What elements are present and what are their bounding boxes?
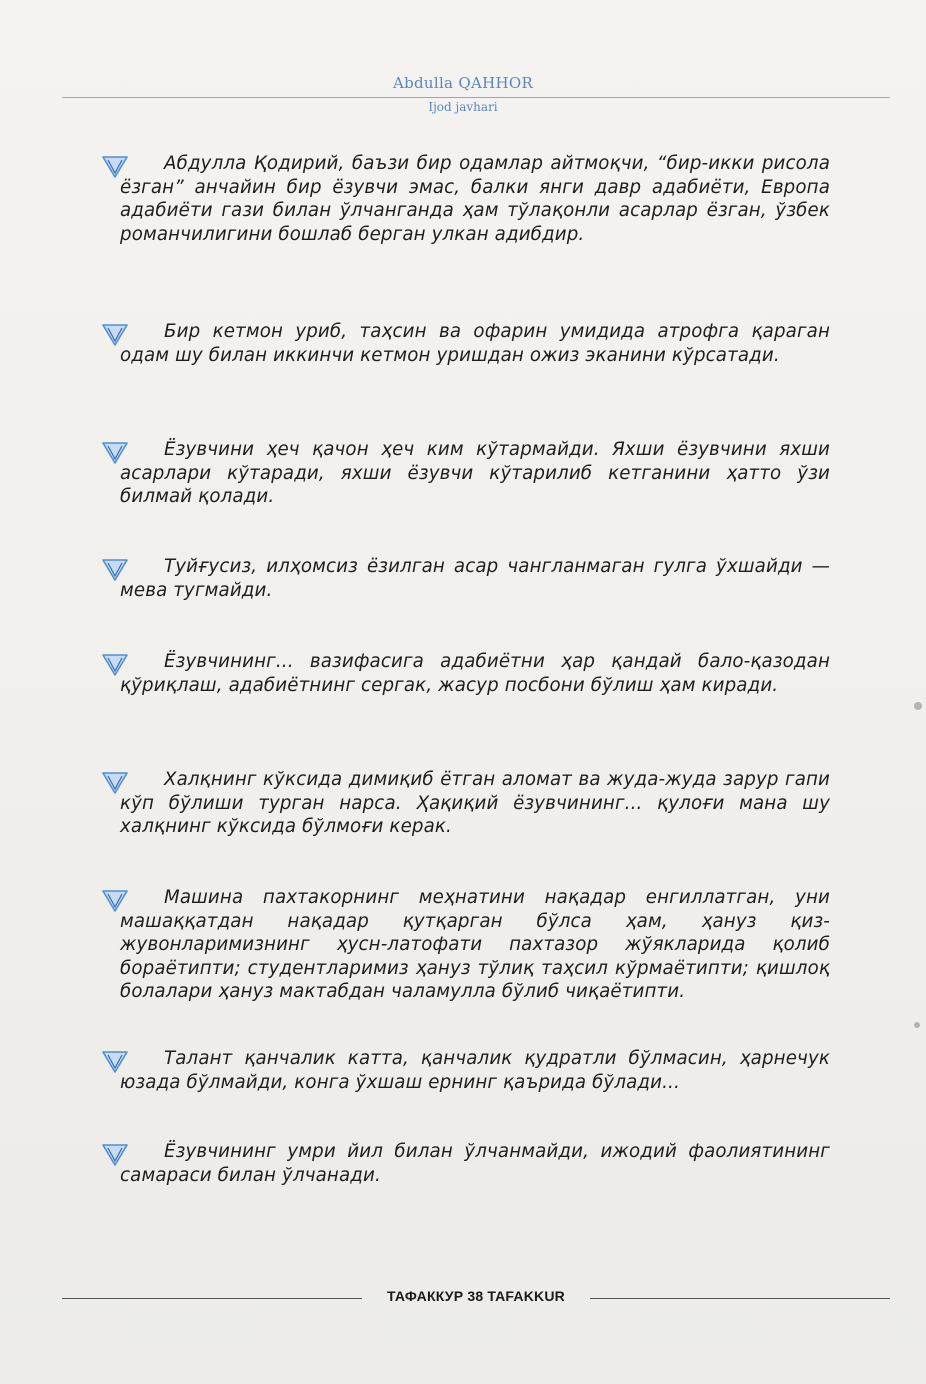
quote-text: Талант қанчалик катта, қанчалик қудратли бўлмасин, ҳарнечук юзада бўлмайди, конга ўхшаш ернинг қаърида бўлади... — [120, 1048, 830, 1093]
triangle-check-icon — [102, 1049, 128, 1073]
header-rule — [62, 97, 890, 98]
triangle-check-icon — [102, 1142, 128, 1166]
quote-text: Ёзувчининг... вазифасига адабиётни ҳар қандай бало-қазодан қўриқлаш, адабиётнинг сергак, жасур посбони бўлиш ҳам киради. — [120, 651, 830, 696]
triangle-check-icon — [102, 557, 128, 581]
quote-text: Халқнинг кўксида димиқиб ётган аломат ва жуда-жуда зарур гапи кўп бўлиши турган нарса. Ҳақиқий ёзувчининг... қулоғи мана шу халқнинг кўксида бўлмоғи керак. — [120, 769, 830, 837]
header-subtitle: Ijod javhari — [428, 100, 498, 114]
quote-text: Абдулла Қодирий, баъзи бир одамлар айтмоқчи, “бир-икки рисола ёзган” анчайин бир ёзувчи эмас, балки янги давр адабиёти, Европа адабиёти гази билан ўлчанганда ҳам тўлақонли асарлар ёзган, ўзбек романчилигини бошлаб берган улкан адибдир. — [120, 153, 830, 245]
footer-page-label: ТАФАККУР 38 TAFAKKUR — [387, 1288, 565, 1304]
paper-blemish — [914, 1022, 920, 1028]
triangle-check-icon — [102, 440, 128, 464]
triangle-check-icon — [102, 888, 128, 912]
quote-item — [120, 886, 830, 1004]
triangle-check-icon — [102, 154, 128, 178]
quote-text: Бир кетмон уриб, таҳсин ва офарин умидида атрофга қараган одам шу билан иккинчи кетмон уришдан ожиз эканини кўрсатади. — [120, 321, 830, 366]
paper-blemish — [914, 702, 922, 710]
quote-text: Ёзувчининг умри йил билан ўлчанмайди, ижодий фаолиятининг самараси билан ўлчанади. — [120, 1141, 830, 1186]
footer-rule-left — [62, 1298, 362, 1299]
header-author: Abdulla QAHHOR — [392, 74, 534, 92]
triangle-check-icon — [102, 322, 128, 346]
quote-item — [120, 1140, 830, 1187]
quote-text: Ёзувчини ҳеч қачон ҳеч ким кўтармайди. Яхши ёзувчини яхши асарлари кўтаради, яхши ёзувчи кўтарилиб кетганини ҳатто ўзи билмай қолади. — [120, 439, 830, 507]
quote-text: Туйғусиз, илҳомсиз ёзилган асар чангланмаган гулга ўхшайди — мева тугмайди. — [120, 556, 830, 601]
quote-item — [120, 320, 830, 367]
quote-item — [120, 152, 830, 246]
running-footer — [62, 1288, 890, 1308]
triangle-check-icon — [102, 770, 128, 794]
footer-rule-right — [590, 1298, 890, 1299]
quote-item — [120, 1047, 830, 1094]
quote-item — [120, 650, 830, 697]
quote-text: Машина пахтакорнинг меҳнатини нақадар енгиллатган, уни машаққатдан нақадар қутқарган бўлса ҳам, ҳануз қиз-жувонларимизнинг ҳусн-латофати пахтазор жўякларида қолиб бораётипти; студентларимиз ҳануз тўлиқ таҳсил кўрмаётипти; қишлоқ болалари ҳануз мактабдан чаламулла бўлиб чиқаётипти. — [120, 887, 830, 1002]
running-header — [0, 74, 926, 114]
quote-item — [120, 438, 830, 509]
quote-item — [120, 555, 830, 602]
triangle-check-icon — [102, 652, 128, 676]
quote-item — [120, 768, 830, 839]
